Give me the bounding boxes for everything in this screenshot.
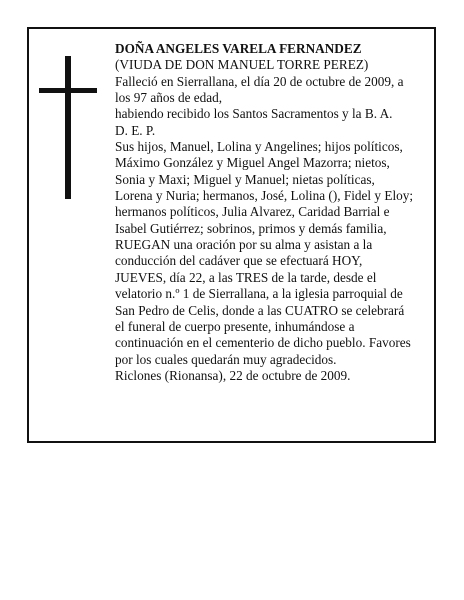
obituary-text [115,41,431,384]
notice-line: Isabel Gutiérrez; sobrinos, primos y demás familia, [115,220,387,236]
obituary-notice-frame [27,27,436,443]
notice-line: velatorio n.º 1 de Sierrallana, a la iglesia parroquial de [115,286,403,302]
cross-vertical-bar [65,56,71,199]
cross-horizontal-bar [39,88,97,93]
notice-line: habiendo recibido los Santos Sacramentos y la B. A. [115,106,393,122]
notice-line: Lorena y Nuria; hermanos, José, Lolina (), Fidel y Eloy; [115,188,414,204]
notice-line: Sus hijos, Manuel, Lolina y Angelines; hijos políticos, [115,139,403,155]
notice-line: Falleció en Sierrallana, el día 20 de octubre de 2009, a [115,73,404,89]
notice-line: hermanos políticos, Julia Alvarez, Caridad Barrial e [115,204,390,220]
notice-line: (VIUDA DE DON MANUEL TORRE PEREZ) [115,57,369,73]
cross-icon [39,56,97,199]
notice-line: continuación en el cementerio de dicho pueblo. Favores [115,335,411,351]
notice-line: JUEVES, día 22, a las TRES de la tarde, desde el [115,269,377,285]
notice-line: San Pedro de Celis, donde a las CUATRO se celebrará [115,302,405,318]
notice-line: conducción del cadáver que se efectuará HOY, [115,253,363,269]
notice-line: D. E. P. [115,122,156,138]
notice-line: el funeral de cuerpo presente, inhumándose a [115,318,355,334]
notice-line: Riclones (Rionansa), 22 de octubre de 2009. [115,367,351,383]
notice-line: Sonia y Maxi; Miguel y Manuel; nietas políticas, [115,171,375,187]
notice-line: los 97 años de edad, [115,90,223,106]
notice-line: por los cuales quedarán muy agradecidos. [115,351,337,367]
notice-line: RUEGAN una oración por su alma y asistan a la [115,237,373,253]
notice-line: Máximo González y Miguel Angel Mazorra; nietos, [115,155,390,171]
deceased-name: DOÑA ANGELES VARELA FERNANDEZ [115,41,362,56]
